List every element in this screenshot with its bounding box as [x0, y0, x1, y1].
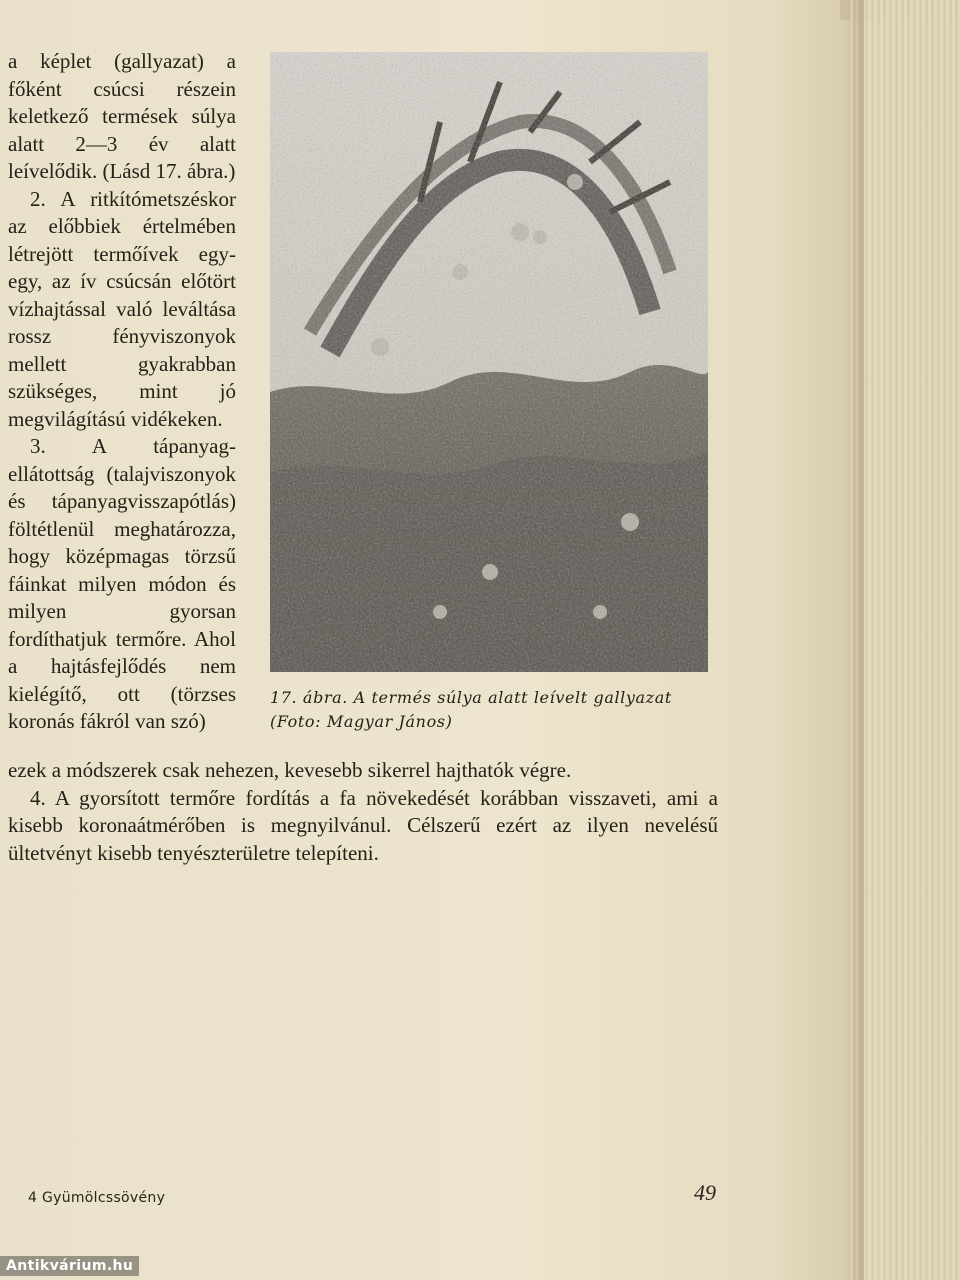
paragraph-3-continuation: ezek a módszerek csak nehezen, kevesebb sikerrel hajthatók végre. [8, 758, 572, 782]
caption-title: 17. ábra. A termés súlya alatt leívelt gallyazat [270, 688, 672, 707]
full-width-text [8, 757, 718, 867]
left-text-column [8, 48, 236, 736]
page-number: 49 [694, 1180, 716, 1205]
apple-tree-arch-photo [270, 52, 708, 672]
figure-caption [270, 686, 720, 734]
caption-credit: (Foto: Magyar János) [270, 712, 453, 731]
signature-mark: 4 Gyümölcssövény [28, 1190, 166, 1206]
book-page-edges [850, 0, 960, 1280]
paragraph-3: 3. A tápanyag-ellátottság (talajviszonyok és tápanyagvisszapótlás) föltétlenül meghatározza, hogy középmagas törzsű fáinkat milyen módon és milyen gyorsan fordíthatjuk termőre. Ahol a hajtásfejlődés nem kielégítő, ott (törzses koronás fákról van szó) [8, 434, 236, 733]
paragraph-2: 2. A ritkítómetszéskor az előbbiek értelmében létrejött termőívek egy-egy, az ív csúcsán előtört vízhajtással való leváltása rossz fényviszonyok mellett gyakrabban szükséges, mint jó megvilágítású vidékeken. [8, 186, 236, 431]
paragraph-1: a képlet (gallyazat) a főként csúcsi részein keletkező termések súlya alatt 2—3 év alatt leívelődik. (Lásd 17. ábra.) [8, 49, 236, 183]
watermark-logo: Antikvárium.hu [0, 1256, 139, 1276]
figure-17-photo [270, 52, 708, 672]
page-gutter-shadow [846, 0, 864, 1280]
paragraph-4: 4. A gyorsított termőre fordítás a fa növekedését korábban visszaveti, ami a kisebb koronaátmérőben is megnyilvánul. Célszerű ezért az ilyen nevelésű ültetvényt kisebb tenyészterületre telepíteni. [8, 785, 718, 865]
